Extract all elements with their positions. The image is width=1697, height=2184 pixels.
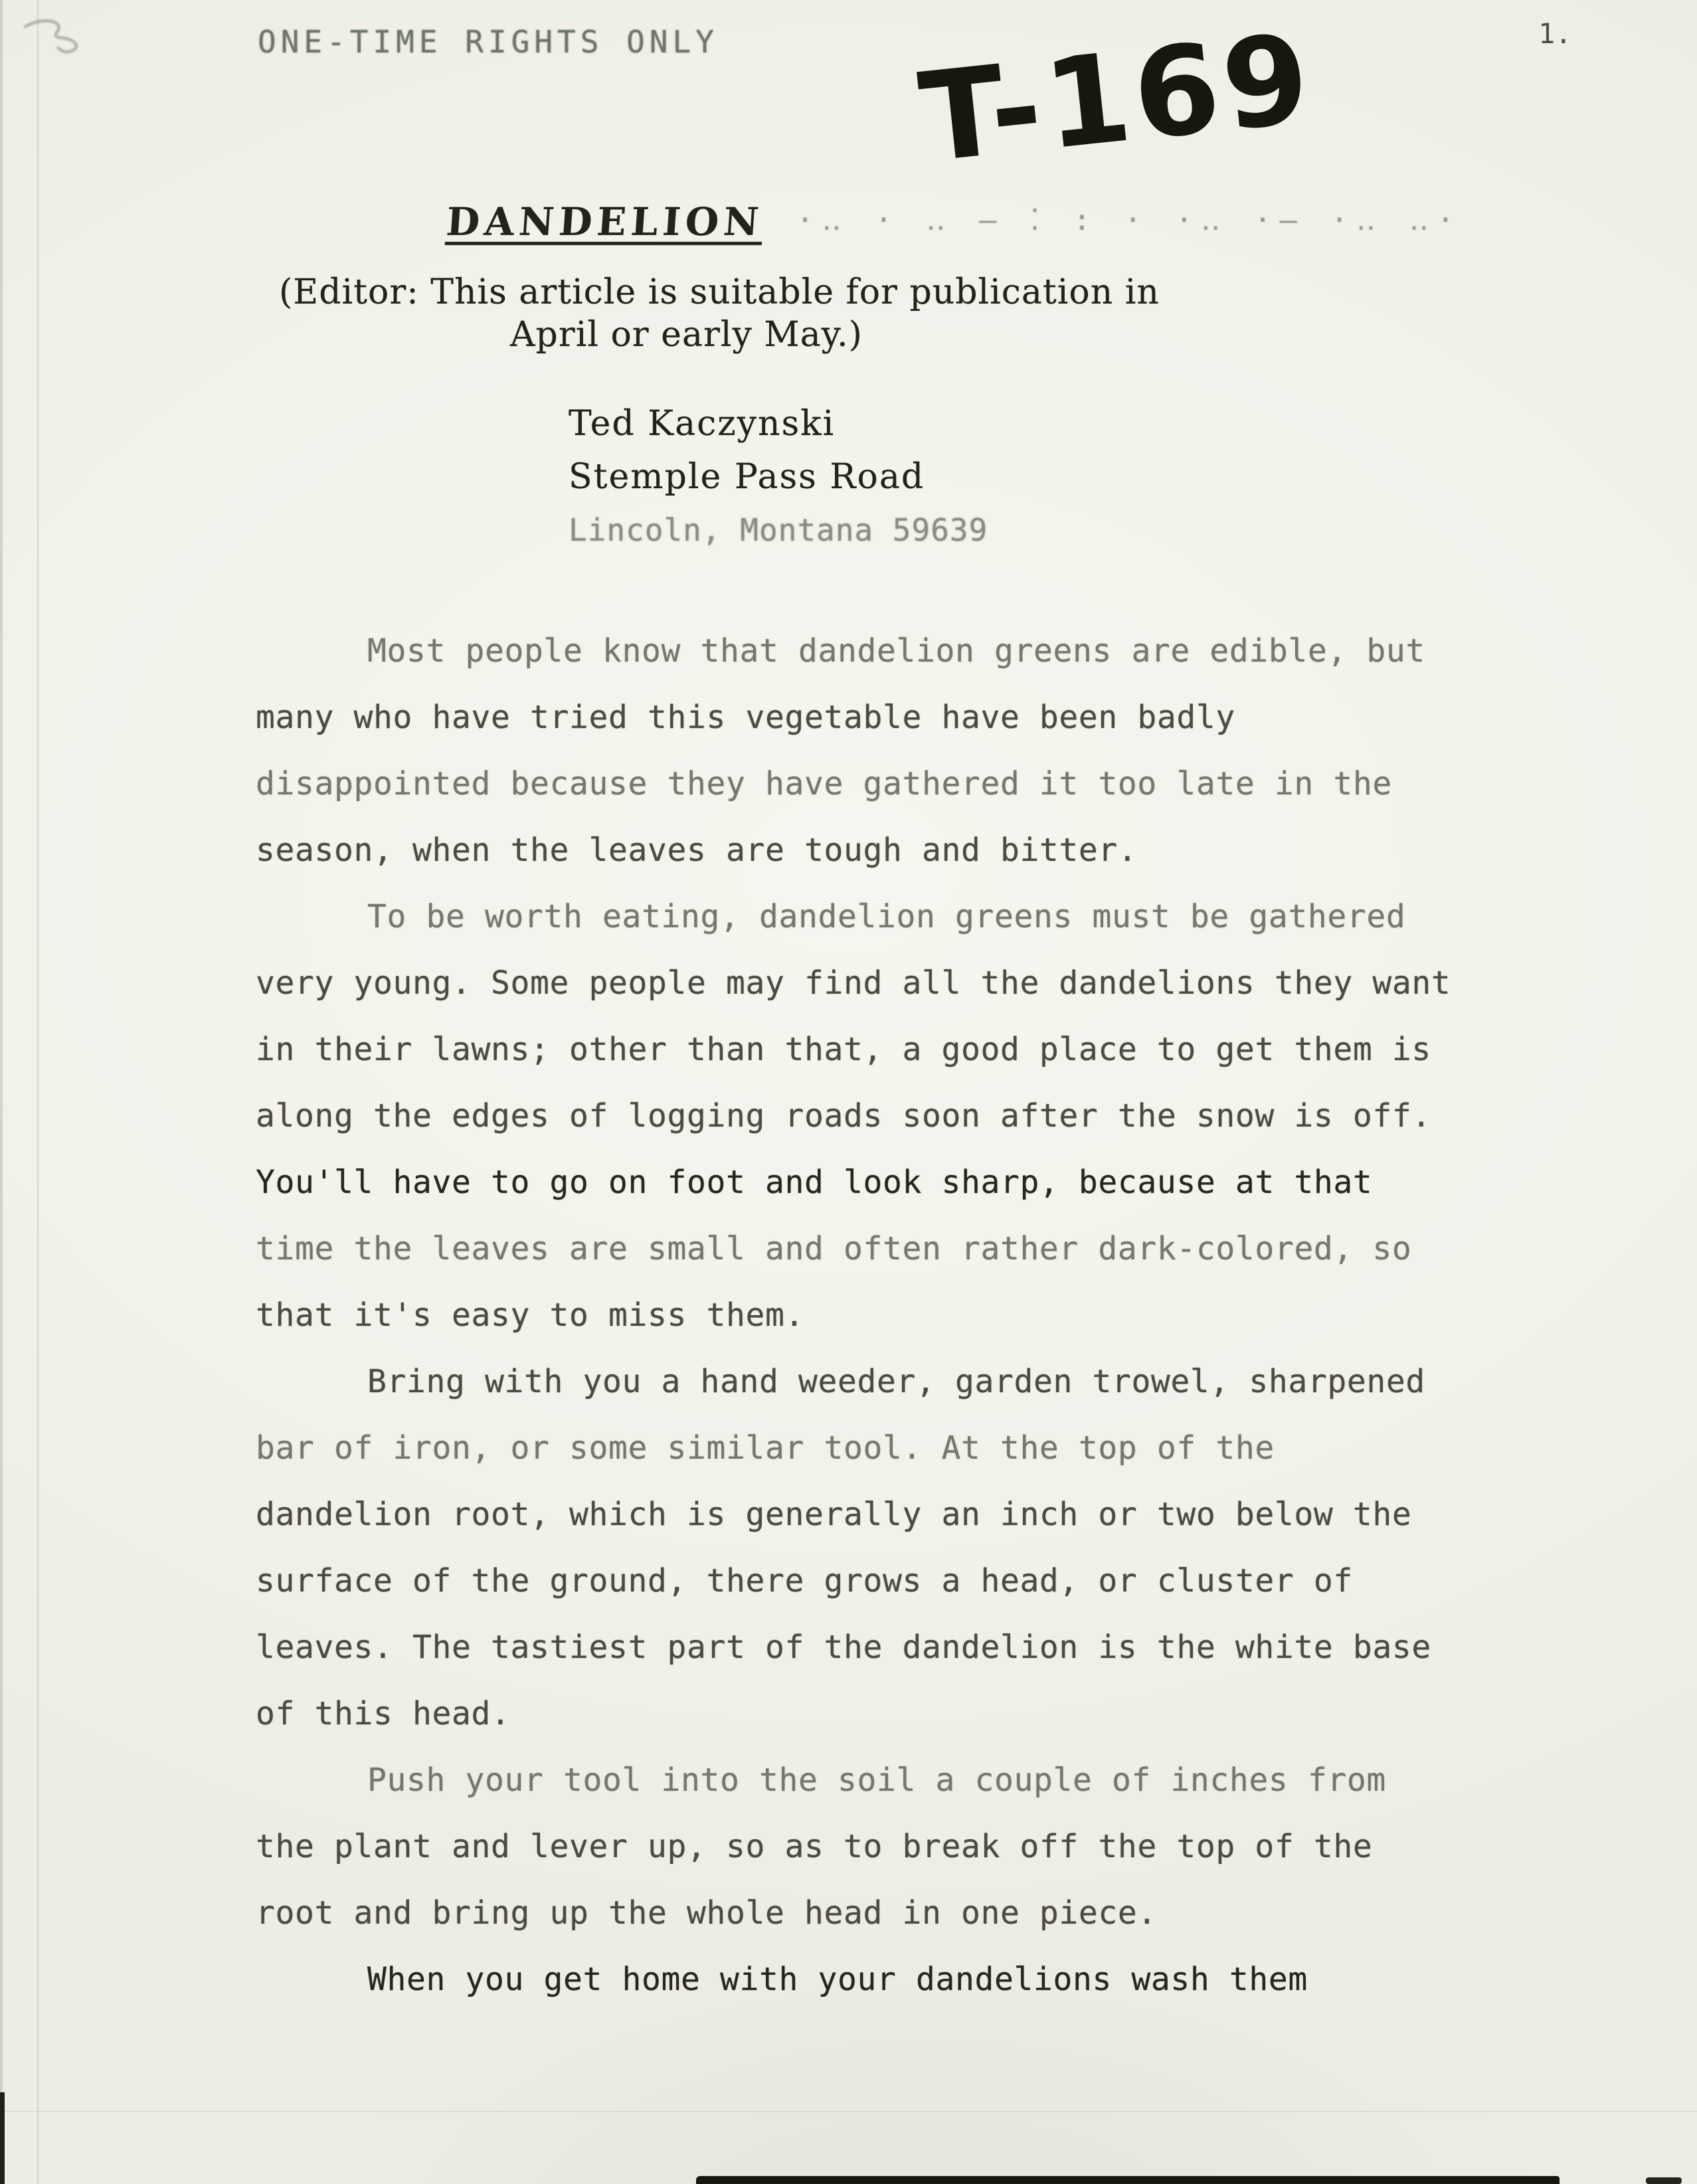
article-title (446, 199, 1463, 244)
article-title-illegible-fragments: ·‥ · ‥ — ⁚ : · ·‥ ·— ·‥ ‥· (796, 203, 1463, 237)
typed-line: You'll have to go on foot and look sharp, because at that (256, 1164, 1373, 1201)
typed-line: root and bring up the whole head in one piece. (256, 1894, 1157, 1932)
editor-note-line-1: (Editor: This article is suitable for publication in (279, 272, 1160, 312)
typed-line: disappointed because they have gathered it too late in the (256, 765, 1392, 802)
typed-line: many who have tried this vegetable have been badly (256, 699, 1235, 736)
typed-line: time the leaves are small and often rather dark-colored, so (256, 1230, 1412, 1267)
scan-bottom-bar-artifact (696, 2176, 1560, 2184)
paper-crease (0, 2111, 1697, 2112)
article-title-word: DANDELION (444, 199, 765, 244)
typed-line: very young. Some people may find all the dandelions they want (256, 964, 1451, 1002)
author-street: Stemple Pass Road (569, 457, 925, 497)
typed-line: in their lawns; other than that, a good place to get them is (256, 1031, 1431, 1068)
page-number: 1. (1538, 17, 1572, 50)
paper-edge-shadow-line (37, 0, 39, 2184)
typed-line: leaves. The tastiest part of the dandelion is the white base (256, 1629, 1431, 1666)
typed-line: When you get home with your dandelions wash them (367, 1961, 1308, 1998)
typed-line: Bring with you a hand weeder, garden trowel, sharpened (367, 1363, 1425, 1400)
typed-line: To be worth eating, dandelion greens must be gathered (367, 898, 1406, 935)
typed-line: dandelion root, which is generally an inch or two below the (256, 1496, 1412, 1533)
editor-note-line-2: April or early May.) (510, 315, 863, 355)
pencil-smudge (17, 15, 90, 61)
author-city-state-zip: Lincoln, Montana 59639 (569, 512, 988, 548)
scan-bottom-dot-artifact (1646, 2177, 1682, 2184)
typed-line: along the edges of logging roads soon after the snow is off. (256, 1097, 1431, 1135)
author-name: Ted Kaczynski (569, 404, 836, 444)
typed-line: of this head. (256, 1695, 511, 1732)
article-body (256, 618, 1458, 2013)
document-id-handwritten: T-169 (913, 6, 1320, 191)
paper-left-edge (0, 0, 3, 2184)
editor-note (279, 271, 1160, 356)
typed-line: bar of iron, or some similar tool. At the top of the (256, 1429, 1275, 1467)
scan-edge-artifact (0, 2092, 5, 2184)
typed-line: Most people know that dandelion greens are edible, but (367, 632, 1425, 670)
typed-line: surface of the ground, there grows a head, or cluster of (256, 1562, 1353, 1599)
typed-line: season, when the leaves are tough and bitter. (256, 832, 1138, 869)
byline-address-block (569, 397, 988, 557)
typed-line: the plant and lever up, so as to break off the top of the (256, 1828, 1373, 1865)
one-time-rights-stamp: ONE-TIME RIGHTS ONLY (258, 24, 719, 60)
typed-line: Push your tool into the soil a couple of inches from (367, 1762, 1386, 1799)
typed-line: that it's easy to miss them. (256, 1297, 804, 1334)
